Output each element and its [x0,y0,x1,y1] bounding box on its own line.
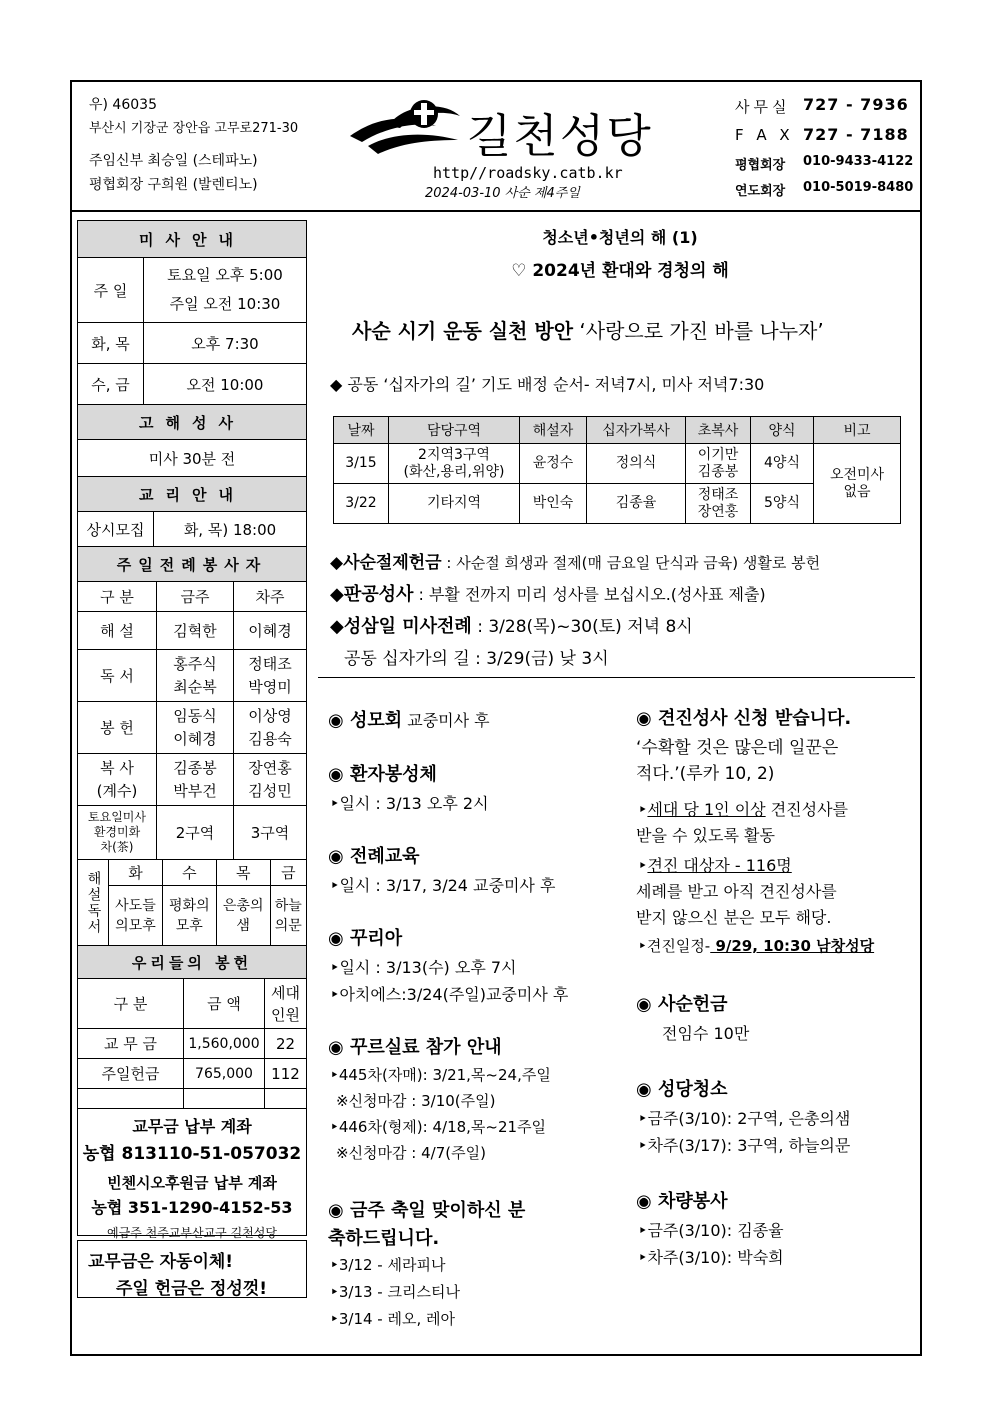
sch-r2-cross: 김종율 [587,484,686,524]
office-phone: 727 - 7936 [803,95,909,114]
sch-r1-narrator: 윤정수 [520,444,587,484]
notice-confession [330,580,766,606]
church-logo-icon [348,96,468,160]
confession-text: 미사 30분 전 [78,440,307,477]
group-thu-1: 은총의 [222,897,264,914]
sat-next: 3구역 [234,806,307,860]
main-divider [318,677,915,678]
lent-campaign-bold: 사순 시기 운동 실천 방안 [352,319,574,343]
commentary-group-label: 해설독서 [78,860,109,946]
mass-table [77,220,307,512]
reading-this-2: 최순복 [173,677,217,696]
offering-empty-2 [184,1089,265,1109]
day-fri: 금 [270,860,306,886]
catechism-title: 교리안내 [78,477,307,512]
role-counter: (계수) [96,781,138,800]
confession-title: 고해성사 [78,405,307,440]
memorial-label: 연도회장 [735,184,786,199]
schedule-date: 9/29, 10:30 남창성당 [710,937,875,955]
dues-account-text: 농협 813110-51-057032 [82,1144,302,1164]
reading-next-2: 박영미 [248,677,292,696]
liturgy-table [77,581,307,860]
church-name: 길천성당 [467,109,653,163]
notice-cross-way: 공동 십자가의 길 : 3/29(금) 낮 3시 [344,649,609,669]
cursillo-title: ◉ 꾸르실료 참가 안내 [328,1037,502,1058]
cross-schedule-table [333,416,901,524]
sidebar [77,220,307,1298]
role-offertory: 봉 헌 [78,702,157,754]
sch-r2-date: 3/22 [334,484,389,524]
sch-r1-area-1: 2지역3구역 [418,446,490,463]
mass-sunday-time: 주일 오전 10:30 [169,295,281,313]
slogan-1: 교무금은 자동이체! [88,1252,234,1272]
notice-lent-offering-bold: ◆사순절제헌금 [330,553,442,573]
sch-r1-area-2: (화산,용리,위양) [403,463,505,480]
cursillo-line-1: ‣445차(자매): 3/21,목~24,주일 [330,1066,551,1084]
commentary-groups-table [77,859,307,946]
commentary-next: 이혜경 [234,612,307,650]
lent-offering-title: ◉ 사순헌금 [636,994,728,1015]
notice-confession-text: : 부활 전까지 미리 성사를 보십시오.(성사표 제출) [418,585,766,604]
confirmation-title: ◉ 견진성사 신청 받습니다. [636,708,852,729]
feast-title-2: 축하드립니다. [328,1228,440,1249]
sch-head-candle: 초복사 [686,417,751,444]
confirmation-quote-1: ‘수확할 것은 많은데 일꾼은 [636,738,839,758]
server-next-1: 장연홍 [248,758,292,777]
offering-table [77,945,307,1109]
offering-sunday-amount: 765,000 [184,1059,265,1089]
server-this-1: 김종봉 [173,758,217,777]
sch-head-cross: 십자가복사 [587,417,686,444]
liturgy-title: 주일전례봉사자 [78,547,307,582]
bullet-1-underlined: 세대 당 1인 이상 [647,800,766,819]
confirmation-schedule [638,935,874,956]
car-service-line-1: ‣금주(3/10): 김종율 [638,1221,784,1240]
address: 부산시 기장군 장안읍 고무로271-30 [89,121,299,136]
lent-campaign-quote: ‘사랑으로 가진 바를 나누자’ [579,319,824,343]
offering-title: 우리들의 봉헌 [78,946,307,979]
lent-offering-text: 전임수 10만 [662,1024,750,1043]
liturgy-head-role: 구 분 [78,582,157,612]
cursillo-line-4: ※신청마감 : 4/7(주일) [336,1144,486,1162]
group-thu-2: 샘 [236,917,250,934]
mass-title: 미사안내 [78,221,307,258]
offertory-next-2: 김용숙 [248,729,292,748]
feast-line-3: ‣3/14 - 레오, 레아 [330,1310,455,1328]
confirmation-bullet-2 [638,853,792,876]
offering-head-name: 구 분 [78,979,184,1029]
sick-communion-line: ‣일시 : 3/13 오후 2시 [330,794,489,813]
priest: 주임신부 최승일 (스테파노) [89,153,258,169]
feast-title-1: ◉ 금주 축일 맞이하신 분 [328,1200,526,1221]
bullet-1-rest: 견진성사를 [765,800,848,819]
legion-title: ◉ 성모회 [328,710,403,731]
slogan-2: 주일 헌금은 정성껏! [116,1279,267,1299]
sch-head-narrator: 해설자 [520,417,587,444]
vincent-account-number: 농협 351-1290-4152-53 [91,1198,293,1217]
sat-label-2: 환경미화 [93,825,141,839]
sch-note-1: 오전미사 [829,466,885,483]
curia-line-2: ‣아치에스:3/24(주일)교중미사 후 [330,985,569,1004]
confirmation-bullet-1 [638,797,848,820]
liturgy-edu-line: ‣일시 : 3/17, 3/24 교중미사 후 [330,876,556,895]
header-divider [70,210,922,212]
group-wed-1: 평화의 [169,897,210,914]
notice-lent-offering-text: : 사순절 희생과 절제(매 금요일 단식과 금육) 생활로 봉헌 [446,554,821,572]
curia-title: ◉ 꾸리아 [328,928,403,949]
offering-empty-1 [78,1089,184,1109]
slogan-box [77,1240,307,1298]
fax-label: F A X [735,126,794,144]
year-theme-2: ♡ 2024년 환대와 경청의 해 [511,261,729,281]
sat-label-1: 토요일미사 [88,810,146,824]
bullet-2-mark: ‣ [638,856,648,875]
car-service-line-2: ‣차주(3/10): 박숙희 [638,1248,784,1267]
bullet-1-mark: ‣ [638,800,648,819]
dues-account-number [78,1139,306,1164]
group-fri-2: 의문 [274,917,302,934]
confirmation-quote-2: 적다.’(루카 10, 2) [636,764,775,784]
postal-code: 우) 46035 [89,97,157,113]
sch-head-form: 양식 [751,417,814,444]
sick-communion-title: ◉ 환자봉성체 [328,764,437,785]
catechism-label: 상시모집 [78,512,154,547]
sch-r1-date: 3/15 [334,444,389,484]
fax-number: 727 - 7188 [803,125,909,144]
catechism-time: 화, 목) 18:00 [154,512,307,547]
group-tue-1: 사도들 [115,897,156,914]
account-holder: 예금주 천주교부산교구 길천성당 [107,1226,277,1240]
confirmation-bullet-1-line-2: 받을 수 있도록 활동 [636,826,775,845]
day-wed: 수 [162,860,216,886]
role-commentary: 해 설 [78,612,157,650]
council-phone: 010-9433-4122 [803,154,914,169]
sch-r2-candle-2: 장연홍 [697,503,739,520]
car-service-title: ◉ 차량봉사 [636,1191,728,1212]
council-chair: 평협회장 구희원 (발렌티노) [89,177,258,193]
notice-lent-offering [330,548,820,573]
office-label: 사무실 [735,98,791,116]
group-tue-2: 의모후 [115,917,156,934]
council-label: 평협회장 [735,158,786,173]
catechism-table [77,511,307,582]
schedule-prefix: ‣견진일정- [638,937,711,955]
commentary-this: 김혁한 [157,612,234,650]
year-theme-1: 청소년•청년의 해 (1) [542,228,698,247]
sch-head-area: 담당구역 [389,417,520,444]
reading-next-1: 정태조 [248,654,292,673]
account-box [77,1108,307,1240]
sch-r2-form: 5양식 [751,484,814,524]
dues-account-title: 교무금 납부 계좌 [132,1117,252,1136]
mass-sunday-label: 주 일 [78,258,144,323]
day-tue: 화 [109,860,163,886]
sch-r2-candle-1: 정태조 [697,486,739,503]
sat-this: 2구역 [157,806,234,860]
offering-dues-amount: 1,560,000 [184,1029,265,1059]
lent-campaign [352,315,824,344]
cleaning-title: ◉ 성당청소 [636,1079,728,1100]
cursillo-line-2: ※신청마감 : 3/10(주일) [336,1092,496,1110]
offering-head-amount: 금 액 [184,979,265,1029]
offertory-this-2: 이혜경 [173,729,217,748]
mass-wed-fri-label: 수, 금 [78,364,144,405]
confirmation-bullet-2-line-2: 세례를 받고 아직 견진성사를 [636,882,837,901]
notice-confession-bold: ◆판공성사 [330,584,414,605]
legion-text: 교중미사 후 [407,711,490,730]
reading-this-1: 홍주식 [173,654,217,673]
website-link[interactable]: http//roadsky.catb.kr [433,164,623,182]
issue-date: 2024-03-10 사순 제4주일 [425,186,580,201]
sch-head-date: 날짜 [334,417,389,444]
offering-empty-3 [265,1089,307,1109]
mass-saturday-time: 토요일 오후 5:00 [167,266,283,284]
offering-sunday-count: 112 [265,1059,307,1089]
mass-tue-thu-time: 오후 7:30 [144,323,307,364]
sch-r1-candle-1: 이기만 [697,446,739,463]
offering-head-people: 인원 [271,1005,300,1024]
confirmation-bullet-2-line-3: 받지 않으신 분은 모두 해당. [636,908,832,927]
group-wed-2: 모후 [175,917,203,934]
group-fri-1: 하늘 [274,897,302,914]
cleaning-line-2: ‣차주(3/17): 3구역, 하늘의문 [638,1136,851,1155]
feast-line-2: ‣3/13 - 크리스티나 [330,1283,460,1301]
memorial-phone: 010-5019-8480 [803,180,914,195]
vincent-account-title: 빈첸시오후원금 납부 계좌 [107,1174,277,1192]
sat-label-3: 차(茶) [100,840,134,854]
curia-line-1: ‣일시 : 3/13(수) 오후 7시 [330,958,517,977]
legion-notice [328,706,490,732]
role-reading: 독 서 [78,650,157,702]
offering-head-households: 세대 [271,983,300,1002]
role-server: 복 사 [100,758,134,777]
sch-r1-cross: 정의식 [587,444,686,484]
sch-r1-form: 4양식 [751,444,814,484]
cursillo-line-3: ‣446차(형제): 4/18,목~21주일 [330,1118,547,1136]
offering-dues-count: 22 [265,1029,307,1059]
cross-way-line: ◆ 공동 ‘십자가의 길’ 기도 배정 순서- 저녁7시, 미사 저녁7:30 [330,375,765,394]
sch-head-note: 비고 [814,417,901,444]
offering-sunday-label: 주일헌금 [78,1059,184,1089]
sch-r1-candle-2: 김종봉 [697,463,739,480]
notice-triduum-bold: ◆성삼일 미사전례 [330,616,472,637]
sch-note-2: 없음 [843,483,871,500]
bullet-2-underlined: 견진 대상자 - 116명 [647,856,792,875]
offertory-this-1: 임동식 [173,706,217,725]
day-thu: 목 [216,860,270,886]
liturgy-edu-title: ◉ 전례교육 [328,846,420,867]
offering-dues-label: 교 무 금 [78,1029,184,1059]
cleaning-line-1: ‣금주(3/10): 2구역, 은총의샘 [638,1109,851,1128]
sch-r2-area: 기타지역 [389,484,520,524]
sch-r2-narrator: 박인숙 [520,484,587,524]
server-next-2: 김성민 [248,781,292,800]
notice-triduum-text: : 3/28(목)~30(토) 저녁 8시 [477,617,693,637]
liturgy-head-next: 차주 [234,582,307,612]
offertory-next-1: 이상영 [248,706,292,725]
mass-wed-fri-time: 오전 10:00 [144,364,307,405]
mass-tue-thu-label: 화, 목 [78,323,144,364]
feast-line-1: ‣3/12 - 세라피나 [330,1256,446,1274]
notice-triduum [330,612,693,638]
server-this-2: 박부건 [173,781,217,800]
liturgy-head-this: 금주 [157,582,234,612]
